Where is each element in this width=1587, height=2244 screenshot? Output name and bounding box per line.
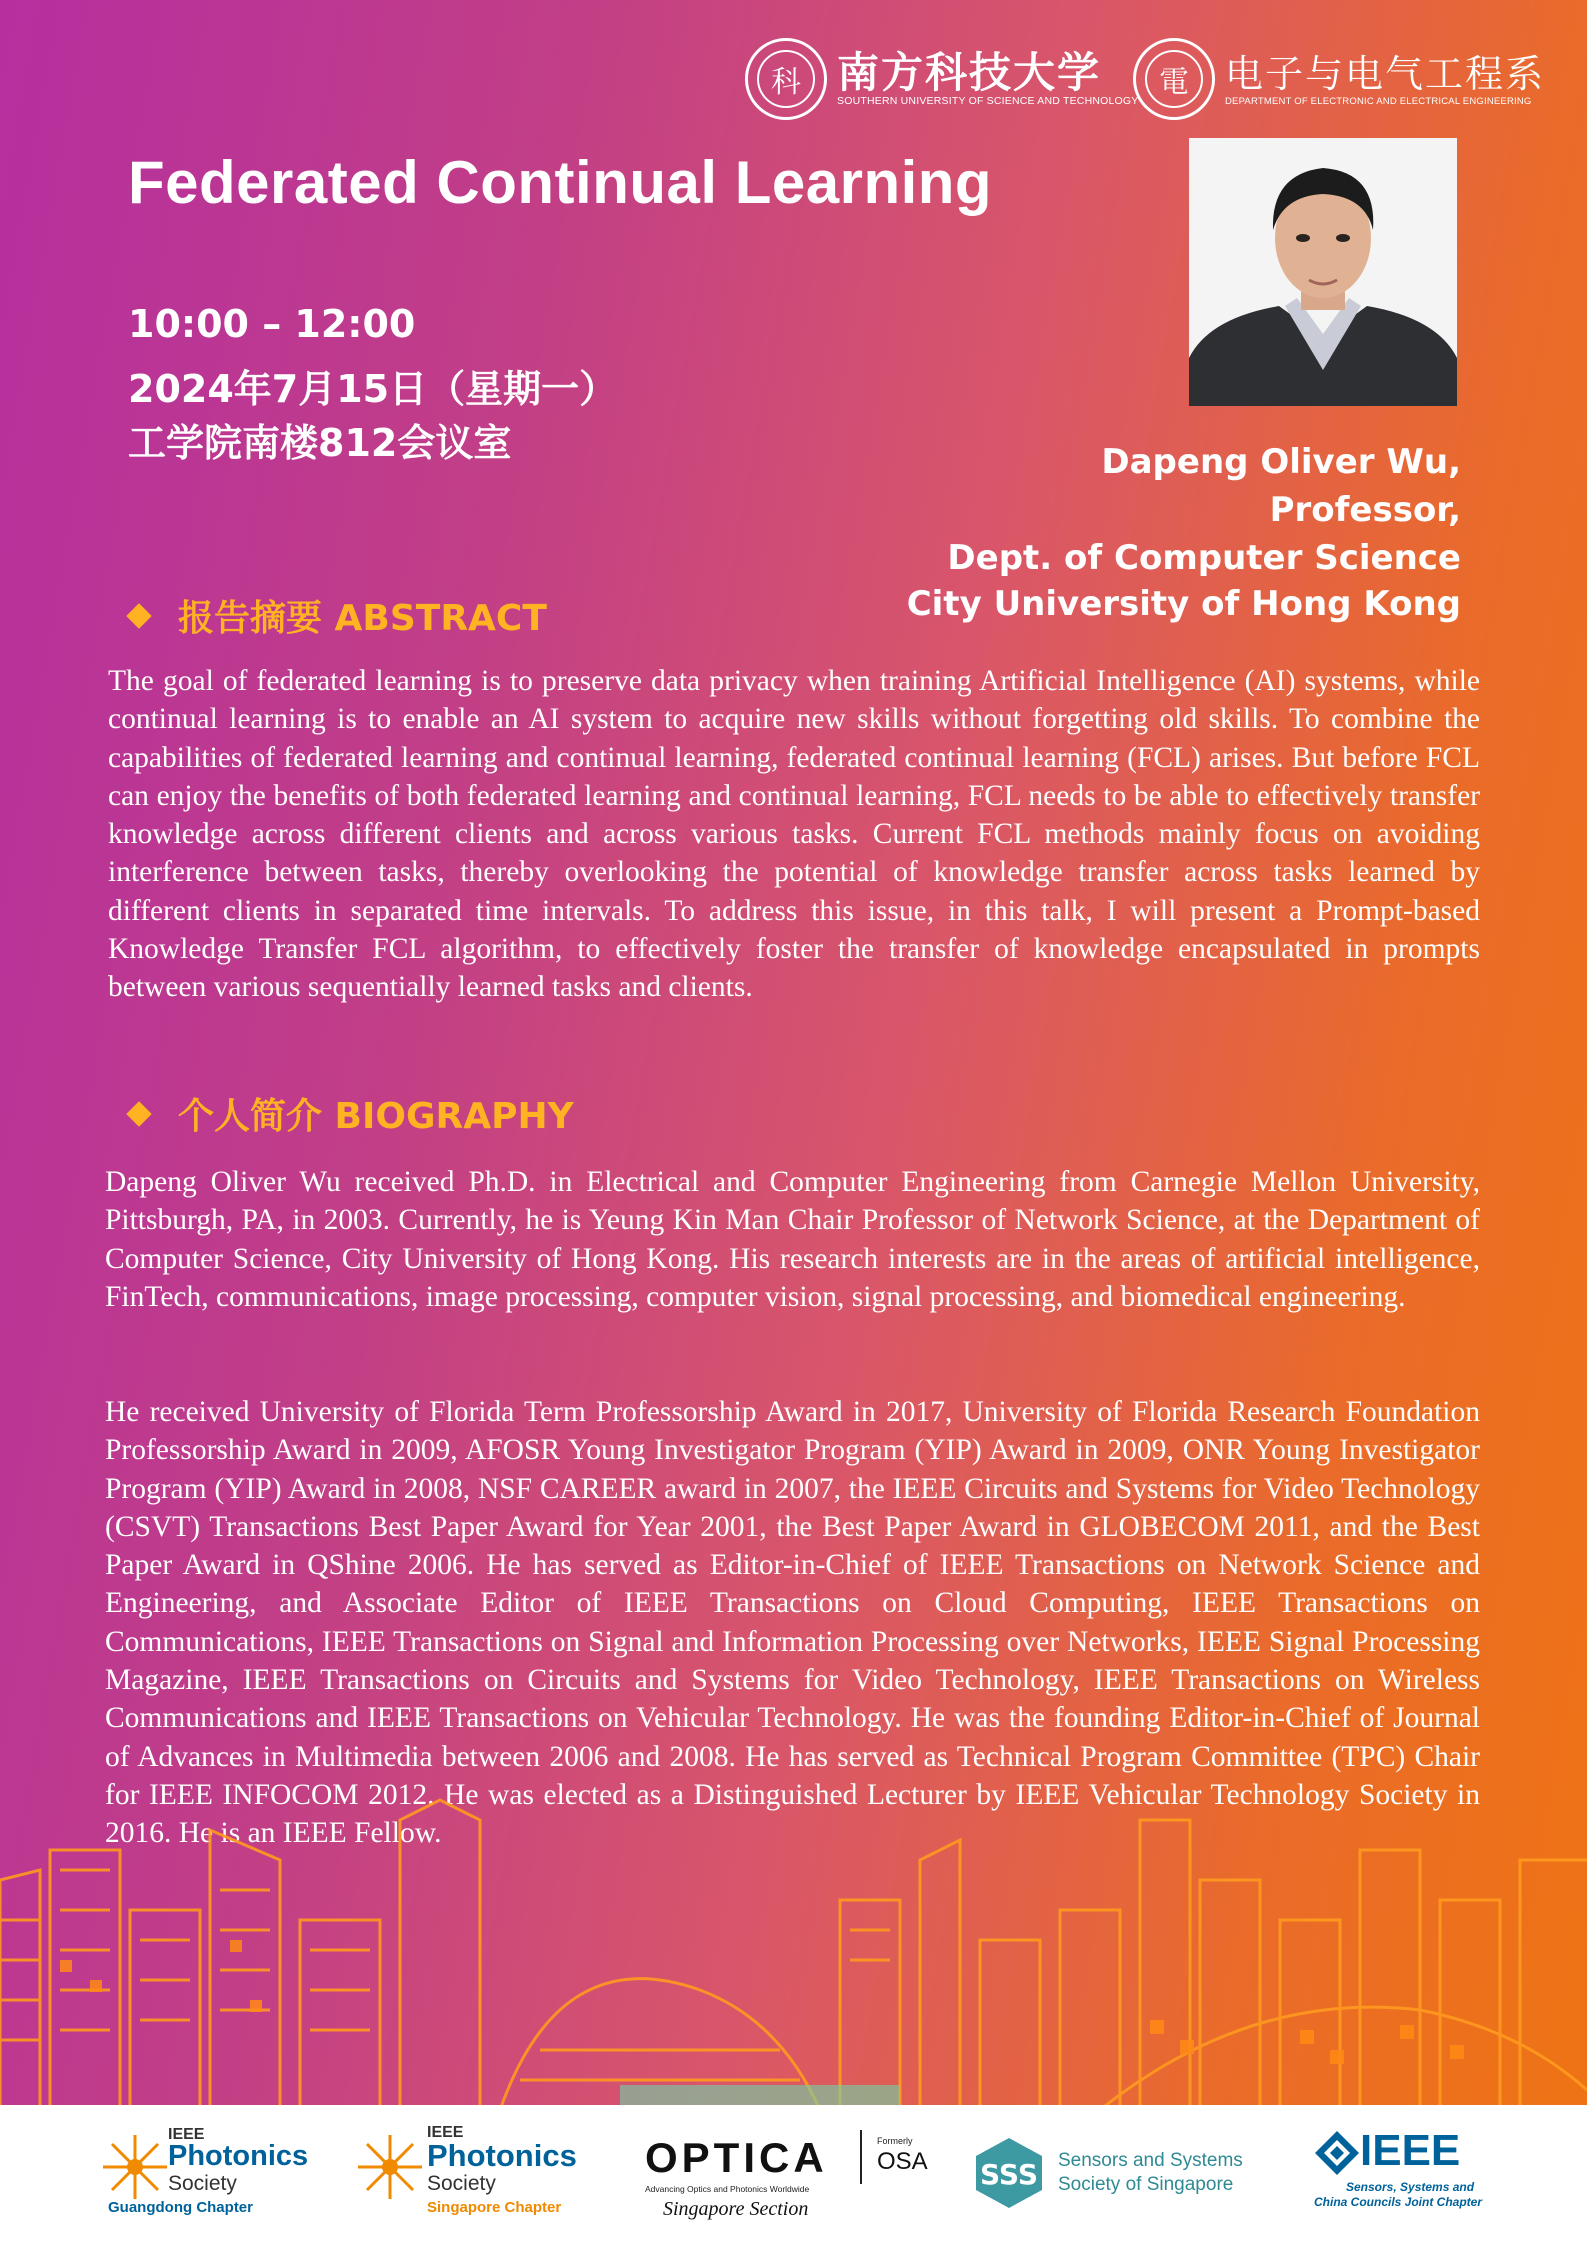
optica-divider: [860, 2130, 862, 2184]
diamond-bullet-icon: [126, 1101, 151, 1126]
ps-society-label: Society: [168, 2172, 237, 2195]
ieee-photonics-guangdong-logo: [100, 2122, 320, 2222]
ps-photonics-label: Photonics: [168, 2140, 309, 2172]
eee-seal-icon: 電: [1133, 38, 1215, 120]
ieee-diamond-icon: [1314, 2130, 1360, 2176]
sss-logo: [972, 2122, 1282, 2222]
optica-name: OPTICA: [645, 2134, 828, 2181]
abstract-heading: [130, 590, 547, 641]
speaker-portrait-icon: [1189, 138, 1457, 406]
talk-venue: 工学院南楼812会议室: [128, 421, 512, 465]
svg-text:SSS: SSS: [980, 2158, 1038, 2191]
sustech-name-en: SOUTHERN UNIVERSITY OF SCIENCE AND TECHNOLOGY: [837, 95, 1139, 107]
talk-title: Federated Continual Learning: [128, 149, 993, 216]
biography-paragraph-1: Dapeng Oliver Wu received Ph.D. in Electrical and Computer Engineering from Carnegie Mellon University, Pittsburgh, PA, in 2003. Currently, he is Yeung Kin Man Chair Professor of Network Science, at the Department of Computer Science, City University of Hong Kong. His research interests are in the areas of artificial intelligence, FinTech, communications, image processing, computer vision, signal processing, and biomedical engineering.: [105, 1166, 1480, 1313]
sustech-name-cn: 南方科技大学: [837, 48, 1102, 97]
ps-chapter-label: Guangdong Chapter: [108, 2199, 253, 2216]
photonics-burst-icon: [100, 2132, 170, 2202]
abstract-text: The goal of federated learning is to preserve data privacy when training Artificial Intelligence (AI) systems, while continual learning is to enable an AI system to acquire new skills without forgetting old skills. To combine the capabilities of federated learning and continual learning, federated continual learning (FCL) arises. But before FCL can enjoy the benefits of both federated learning and continual learning, FCL needs to be able to effectively transfer knowledge across different clients and across various tasks. Current FCL methods mainly focus on avoiding interference between tasks, thereby overlooking the potential of knowledge transfer across tasks learned by different clients in separated time intervals. To address this issue, in this talk, I will present a Prompt-based Knowledge Transfer FCL algorithm, to effectively foster the transfer of knowledge encapsulated in prompts between various sequentially learned tasks and clients.: [108, 665, 1480, 1004]
sss-line1: Sensors and Systems: [1058, 2150, 1243, 2171]
ps-chapter-label: Singapore Chapter: [427, 2199, 562, 2216]
speaker-department: Dept. of Computer Science: [947, 538, 1461, 578]
optica-section: Singapore Section: [663, 2198, 809, 2220]
talk-date: 2024年7月15日（星期一）: [128, 367, 618, 411]
sustech-logo: [745, 38, 1139, 120]
department-name-cn: 电子与电气工程系: [1225, 51, 1546, 96]
city-skyline-illustration: [0, 1760, 1587, 2110]
ps-ieee-label: IEEE: [427, 2124, 464, 2141]
sss-line2: Society of Singapore: [1058, 2174, 1234, 2195]
speaker-name: Dapeng Oliver Wu,: [1101, 442, 1461, 482]
optica-osa: OSA: [877, 2148, 928, 2175]
biography-heading-text: 个人简介 BIOGRAPHY: [178, 1096, 574, 1137]
ieee-council-line1: Sensors, Systems and: [1346, 2180, 1475, 2194]
speaker-position: Professor,: [1269, 490, 1461, 530]
optica-logo: [645, 2122, 935, 2222]
sss-emblem-icon: [972, 2136, 1046, 2210]
talk-time: 10:00 – 12:00: [128, 302, 416, 346]
ieee-council-logo: [1310, 2122, 1510, 2222]
department-name-en: DEPARTMENT OF ELECTRONIC AND ELECTRICAL ENGINEERING: [1225, 95, 1532, 107]
ps-ieee-label: IEEE: [168, 2126, 205, 2143]
biography-heading: [130, 1088, 574, 1139]
speaker-photo: [1189, 138, 1457, 406]
abstract-heading-text: 报告摘要 ABSTRACT: [178, 598, 547, 639]
optica-tagline: Advancing Optics and Photonics Worldwide: [645, 2184, 810, 2194]
ieee-council-line2: China Councils Joint Chapter: [1314, 2195, 1483, 2209]
eee-department-logo: [1133, 38, 1545, 120]
sustech-seal-icon: 科: [745, 38, 827, 120]
ieee-council-name: IEEE: [1360, 2126, 1461, 2175]
photonics-burst-icon: [355, 2132, 425, 2202]
optica-formerly: Formerly: [877, 2136, 913, 2146]
diamond-bullet-icon: [126, 603, 151, 628]
ps-society-label: Society: [427, 2172, 496, 2195]
biography-paragraph-2: He received University of Florida Term Professorship Award in 2017, University of Florida Research Foundation Professorship Award in 2009, AFOSR Young Investigator Program (YIP) Award in 2009, ONR Young Investigator Program (YIP) Award in 2008, NSF CAREER award in 2007, the IEEE Circuits and Systems for Video Technology (CSVT) Transactions Best Paper Award for Year 2001, the Best Paper Award in GLOBECOM 2011, and the Best Paper Award in QShine 2006. He has served as Editor-in-Chief of IEEE Transactions on Network Science and Engineering, and Associate Editor of IEEE Transactions on Cloud Computing, IEEE Transactions on Communications, IEEE Transactions on Signal and Information Processing over Networks, IEEE Signal Processing Magazine, IEEE Transactions on Circuits and Systems for Video Technology, IEEE Transactions on Wireless Communications and IEEE Transactions on Vehicular Technology. He was the founding Editor-in-Chief of Journal of Advances in Multimedia between 2006 and 2008. He has served as Technical Program Committee (TPC) Chair for IEEE INFOCOM 2012. He was elected as a Distinguished Lecturer by IEEE Vehicular Technology Society in 2016. He is an IEEE Fellow.: [105, 1396, 1480, 1850]
speaker-institution: City University of Hong Kong: [906, 584, 1461, 624]
ieee-photonics-singapore-logo: [355, 2122, 595, 2222]
ps-photonics-label: Photonics: [427, 2138, 577, 2173]
